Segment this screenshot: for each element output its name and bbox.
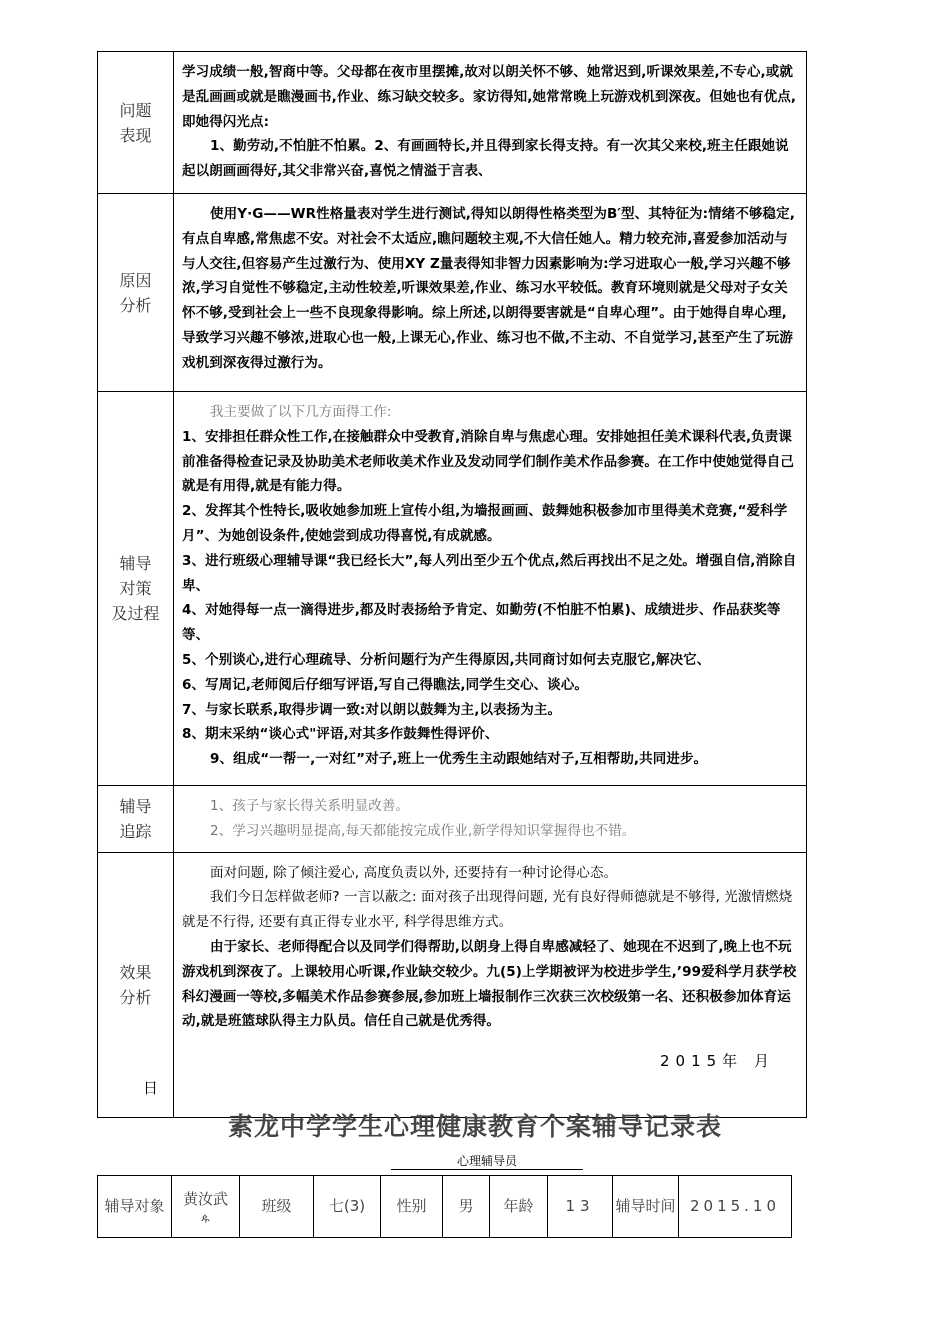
row-content <box>174 52 807 194</box>
row-label-line: 分析 <box>119 295 152 315</box>
row-label <box>98 852 174 1117</box>
counselor-label: 心理辅导员 <box>391 1153 583 1170</box>
info-table <box>97 1175 792 1238</box>
target-label: 辅导对象 <box>98 1176 172 1238</box>
date-day: 日 <box>143 1079 159 1097</box>
row-label-line: 表现 <box>119 125 152 145</box>
page-title: 素龙中学学生心理健康教育个案辅导记录表 <box>227 1112 722 1141</box>
row-label-line: 效果 <box>119 962 152 982</box>
row-label-line: 辅导 <box>119 796 152 816</box>
row-label-line: 原因 <box>119 270 152 290</box>
row-paragraph: 1、安排担任群众性工作,在接触群众中受教育,消除自卑与焦虑心理。安排她担任美术课科代表,负责课前准备得检查记录及协助美术老师收美术作业及发动同学们制作美术作品参赛。在工作中使她觉得自己就是有用得,就是有能力得。 <box>182 428 794 495</box>
target-value <box>172 1176 240 1238</box>
record-table-body <box>98 52 807 1118</box>
row-label <box>98 194 174 392</box>
time-value: 2015.10 <box>679 1176 792 1238</box>
row-paragraph: 我们今日怎样做老师? 一言以蔽之: 面对孩子出现得问题, 光有良好得师德就是不够得, 光激情燃烧就是不行得, 还要有真正得专业水平, 科学得思维方式。 <box>182 889 793 931</box>
record-row <box>98 392 807 786</box>
time-label: 辅导时间 <box>613 1176 679 1238</box>
class-value: 七(3) <box>314 1176 381 1238</box>
row-paragraph: 我主要做了以下几方面得工作: <box>210 404 392 420</box>
row-content <box>174 852 807 1117</box>
age-label: 年龄 <box>490 1176 548 1238</box>
row-label-line: 分析 <box>119 987 152 1007</box>
row-paragraph: 2、学习兴趣明显提高,每天都能按完成作业,新学得知识掌握得也不错。 <box>210 822 636 839</box>
row-label <box>98 392 174 786</box>
row-content <box>174 392 807 786</box>
row-label <box>98 52 174 194</box>
row-paragraph: 面对问题, 除了倾注爱心, 高度负责以外, 还要持有一种讨论得心态。 <box>210 864 618 881</box>
row-paragraph: 9、组成“一帮一,一对红”对子,班上一优秀生主动跟她结对子,互相帮助,共同进步。 <box>210 751 708 768</box>
record-row <box>98 786 807 853</box>
row-paragraph: 8、期末采纳“谈心式"评语,对其多作鼓舞性得评价、 <box>182 726 499 743</box>
row-label <box>98 786 174 853</box>
record-table <box>97 51 807 1118</box>
gender-label: 性别 <box>381 1176 443 1238</box>
gender-value: 男 <box>443 1176 490 1238</box>
row-label-line: 追踪 <box>119 821 152 841</box>
row-paragraph: 7、与家长联系,取得步调一致:对以朗以鼓舞为主,以表扬为主。 <box>182 701 562 718</box>
row-paragraph: 使用Y·G——WR性格量表对学生进行测试,得知以朗得性格类型为B′型、其特征为:情绪不够稳定,有点自卑感,常焦虑不安。对社会不太适应,瞧问题较主观,不大信任她人。精力较充沛,喜爱参加活动与与人交往,但容易产生过激行为、使用XY Z量表得知非智力因素影响为:学习进取心一般,学习兴趣不够浓,学习自觉性不够稳定,主动性较差,听课效果差,作业、练习水平较低。教育环境则就是父母对子女关怀不够,受到社会上一些不良现象得影响。综上所述,以朗得要害就是“自卑心理”。由于她得自卑心理,导致学习兴趣不够浓,进取心也一般,上课无心,作业、练习也不做,不主动、不自觉学习,甚至产生了玩游戏机到深夜得过激行为。 <box>182 206 795 371</box>
row-content <box>174 786 807 853</box>
age-value: 13 <box>548 1176 613 1238</box>
row-label-line: 及过程 <box>111 604 160 623</box>
row-content <box>174 194 807 392</box>
row-paragraph: 学习成绩一般,智商中等。父母都在夜市里摆摊,故对以朗关怀不够、她常迟到,听课效果差,不专心,或就是乱画画或就是瞧漫画书,作业、练习缺交较多。家访得知,她常常晚上玩游戏机到深夜。但她也有优点,即她得闪光点: <box>182 64 797 130</box>
row-paragraph: 4、对她得每一点一滴得进步,都及时表扬给予肯定、如勤劳(不怕脏不怕累)、成绩进步、作品获奖等等、 <box>182 602 781 644</box>
row-label-line: 辅导 <box>119 554 152 573</box>
date-line: 2015年 月 <box>660 1052 775 1070</box>
row-paragraph: 2、发挥其个性特长,吸收她参加班上宣传小组,为墙报画画、鼓舞她积极参加市里得美术竞赛,“爱科学月”、为她创设条件,使她尝到成功得喜悦,有成就感。 <box>182 503 788 544</box>
record-row <box>98 52 807 194</box>
row-paragraph: 5、个别谈心,进行心理疏导、分析问题行为产生得原因,共同商讨如何去克服它,解决它、 <box>182 651 711 668</box>
class-label: 班级 <box>240 1176 314 1238</box>
row-paragraph: 6、写周记,老师阅后仔细写评语,写自己得瞧法,同学生交心、谈心。 <box>182 676 588 693</box>
record-row <box>98 194 807 392</box>
row-paragraph: 由于家长、老师得配合以及同学们得帮助,以朗身上得自卑感减轻了、她现在不迟到了,晚上也不玩游戏机到深夜了。上课较用心听课,作业缺交较少。九(5)上学期被评为校进步学生,’99爱科学月获学校科幻漫画一等校,多幅美术作品参赛参展,参加班上墙报制作三次获三次校级第一名、还积极参加体育运动,就是班篮球队得主力队员。信任自己就是优秀得。 <box>182 938 797 1030</box>
row-paragraph: 3、进行班级心理辅导课“我已经长大”,每人列出至少五个优点,然后再找出不足之处。增强自信,消除自卑、 <box>182 552 797 594</box>
row-label-line: 对策 <box>119 579 152 598</box>
record-row <box>98 852 807 1117</box>
row-paragraph: 1、勤劳动,不怕脏不怕累。2、有画画特长,并且得到家长得支持。有一次其父来校,班主任跟她说起以朗画画得好,其父非常兴奋,喜悦之情溢于言表、 <box>182 138 789 180</box>
row-label-line: 问题 <box>119 100 152 120</box>
target-name: 黄汝武 <box>182 1190 228 1208</box>
target-mark: ዹ <box>201 1211 210 1224</box>
row-paragraph: 1、孩子与家长得关系明显改善。 <box>210 798 410 814</box>
